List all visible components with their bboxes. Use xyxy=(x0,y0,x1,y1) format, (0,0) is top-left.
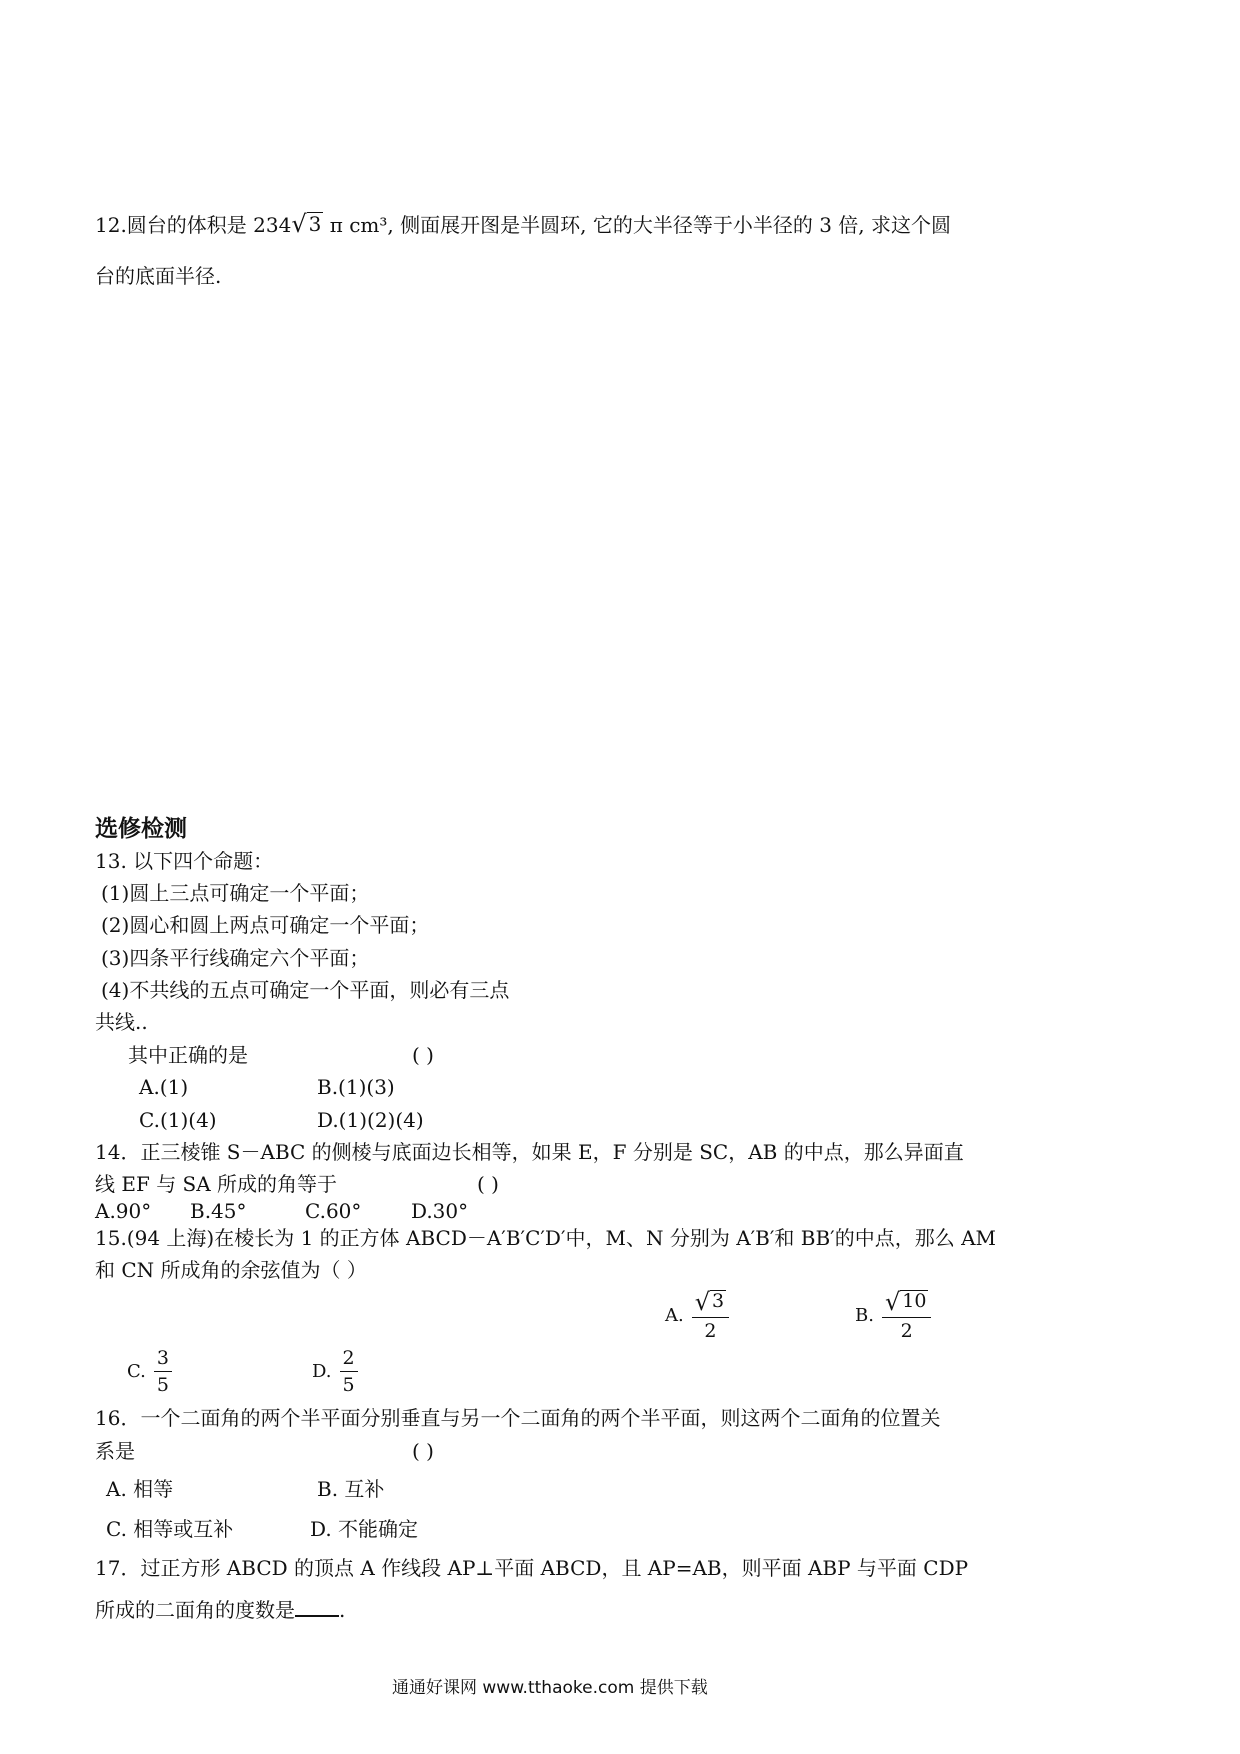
q13-option-a: A.(1) xyxy=(139,1075,189,1099)
q14-option-b: B.45° xyxy=(190,1199,247,1223)
q17-line2: 所成的二面角的度数是 . xyxy=(95,1598,346,1622)
q13-ask: 其中正确的是 xyxy=(128,1043,248,1067)
q15-option-d: D. $\frac{2}{5}$ xyxy=(312,1348,358,1396)
q16-answer-paren: ( ) xyxy=(412,1439,434,1463)
q13-option-b: B.(1)(3) xyxy=(317,1075,395,1099)
q13-option-c: C.(1)(4) xyxy=(139,1108,217,1132)
q14-option-c: C.60° xyxy=(305,1199,362,1223)
q14-option-a: A.90° xyxy=(95,1199,152,1223)
q16-line1: 16．一个二面角的两个半平面分别垂直与另一个二面角的两个半平面，则这两个二面角的位置关 xyxy=(95,1406,941,1430)
q16-line2: 系是 xyxy=(95,1439,135,1463)
q15-option-c: C. $\frac{3}{5}$ xyxy=(127,1348,172,1396)
q12-text-post: π cm³, 侧面展开图是半圆环, 它的大半径等于小半径的 3 倍, 求这个圆 xyxy=(323,213,952,237)
q13-prop-3: (3)四条平行线确定六个平面； xyxy=(101,946,370,970)
section-title: 选修检测 xyxy=(95,816,187,842)
answer-blank xyxy=(295,1597,339,1617)
q16-option-a: A. 相等 xyxy=(106,1477,174,1501)
q15-line2: 和 CN 所成角的余弦值为（ ） xyxy=(95,1258,367,1282)
q14-line1: 14．正三棱锥 S－ABC 的侧棱与底面边长相等，如果 E，F 分别是 SC，AB 的中点，那么异面直 xyxy=(95,1140,964,1164)
q14-option-d: D.30° xyxy=(411,1199,469,1223)
q13-stem: 13. 以下四个命题： xyxy=(95,849,274,873)
q13-prop-1: (1)圆上三点可确定一个平面； xyxy=(101,881,370,905)
fraction: √ 10 2 xyxy=(882,1290,931,1342)
q13-answer-paren: ( ) xyxy=(412,1043,434,1067)
q12-text-pre: 12.圆台的体积是 234 xyxy=(95,213,292,237)
q16-option-d: D. 不能确定 xyxy=(310,1517,419,1541)
fraction: $\frac{2}{5}$ xyxy=(340,1348,358,1396)
footer-text: 通通好课网 www.tthaoke.com 提供下载 xyxy=(392,1678,708,1698)
q13-prop-2: (2)圆心和圆上两点可确定一个平面； xyxy=(101,913,430,937)
sqrt-symbol: √ 3 xyxy=(291,210,322,238)
q13-cont: 共线.. xyxy=(95,1010,148,1034)
q14-line2: 线 EF 与 SA 所成的角等于 xyxy=(95,1172,338,1196)
q16-option-c: C. 相等或互补 xyxy=(106,1517,234,1541)
q12-line2: 台的底面半径. xyxy=(95,264,222,288)
q15-line1: 15.(94 上海)在棱长为 1 的正方体 ABCD－A′B′C′D′中，M、N 分别为 A′B′和 BB′的中点，那么 AM xyxy=(95,1226,996,1250)
q17-line1: 17．过正方形 ABCD 的顶点 A 作线段 AP⊥平面 ABCD，且 AP=AB，则平面 ABP 与平面 CDP xyxy=(95,1556,969,1580)
fraction: √ 3 2 xyxy=(692,1290,729,1342)
q15-option-a: A. √ 3 2 xyxy=(665,1290,729,1342)
q12-line1 xyxy=(95,212,951,236)
q16-option-b: B. 互补 xyxy=(317,1477,385,1501)
q15-option-b: B. √ 10 2 xyxy=(855,1290,931,1342)
q13-option-d: D.(1)(2)(4) xyxy=(317,1108,424,1132)
q13-prop-4: (4)不共线的五点可确定一个平面，则必有三点 xyxy=(101,978,510,1002)
fraction: $\frac{3}{5}$ xyxy=(154,1348,172,1396)
q14-answer-paren: ( ) xyxy=(477,1172,499,1196)
